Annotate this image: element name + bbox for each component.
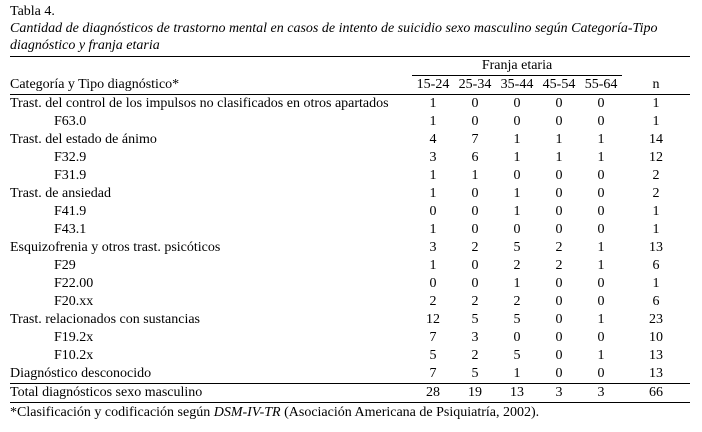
diagnosis-code: F32.9 <box>54 150 87 165</box>
count-cell: 0 <box>555 114 563 129</box>
total-cell: 3 <box>580 384 622 403</box>
count-cell: 0 <box>471 96 479 111</box>
age-group-header: Franja etaria <box>412 57 622 76</box>
age-header: 55-64 <box>580 76 622 95</box>
table-row-subcode <box>10 293 690 311</box>
count-cell: 2 <box>513 258 521 273</box>
table-row-subcode <box>10 203 690 221</box>
table-row-category <box>10 131 690 149</box>
n-cell: 2 <box>652 186 660 201</box>
total-row <box>10 384 690 403</box>
count-cell: 1 <box>597 312 605 327</box>
count-cell: 3 <box>429 240 437 255</box>
count-cell: 0 <box>555 222 563 237</box>
count-cell: 1 <box>597 258 605 273</box>
n-cell: 6 <box>652 258 660 273</box>
count-cell: 0 <box>555 330 563 345</box>
table-row-subcode <box>10 275 690 293</box>
count-cell: 0 <box>597 204 605 219</box>
count-cell: 7 <box>429 330 437 345</box>
category-label: Esquizofrenia y otros trast. psicóticos <box>10 240 221 255</box>
count-cell: 3 <box>471 330 479 345</box>
count-cell: 1 <box>513 204 521 219</box>
diagnosis-code: F29 <box>54 258 76 273</box>
table-row-subcode <box>10 329 690 347</box>
count-cell: 0 <box>429 276 437 291</box>
count-cell: 2 <box>555 240 563 255</box>
n-cell: 2 <box>652 168 660 183</box>
count-cell: 0 <box>555 366 563 381</box>
age-header: 25-34 <box>454 76 496 95</box>
count-cell: 1 <box>513 276 521 291</box>
total-cell: 3 <box>538 384 580 403</box>
diagnosis-code: F19.2x <box>54 330 94 345</box>
header-group-row <box>10 57 690 76</box>
count-cell: 1 <box>429 114 437 129</box>
count-cell: 5 <box>429 348 437 363</box>
count-cell: 5 <box>513 312 521 327</box>
diagnosis-code: F43.1 <box>54 222 87 237</box>
count-cell: 0 <box>597 186 605 201</box>
table-row-category <box>10 239 690 257</box>
count-cell: 5 <box>471 366 479 381</box>
count-cell: 0 <box>597 168 605 183</box>
diagnosis-code: F63.0 <box>54 114 87 129</box>
count-cell: 7 <box>471 132 479 147</box>
footnote-source: DSM-IV-TR <box>213 405 281 420</box>
count-cell: 1 <box>429 96 437 111</box>
count-cell: 2 <box>471 294 479 309</box>
count-cell: 2 <box>513 294 521 309</box>
count-cell: 0 <box>513 114 521 129</box>
count-cell: 0 <box>555 348 563 363</box>
footnote-prefix: *Clasificación y codificación según <box>10 405 214 420</box>
diagnosis-code: F10.2x <box>54 348 94 363</box>
count-cell: 0 <box>471 276 479 291</box>
count-cell: 0 <box>597 366 605 381</box>
n-cell: 13 <box>649 348 664 363</box>
footnote-suffix: (Asociación Americana de Psiquiatría, 2002). <box>280 405 540 420</box>
count-cell: 4 <box>429 132 437 147</box>
table-caption: Cantidad de diagnósticos de trastorno mental en casos de intento de suicidio sexo masculino según Categoría-Tipo diagnóstico y franja etaria <box>10 21 658 53</box>
category-label: Trast. relacionados con sustancias <box>10 312 200 327</box>
count-cell: 0 <box>555 168 563 183</box>
count-cell: 5 <box>513 348 521 363</box>
count-cell: 0 <box>555 96 563 111</box>
total-n: 66 <box>622 384 690 403</box>
count-cell: 0 <box>471 222 479 237</box>
n-cell: 13 <box>649 240 664 255</box>
count-cell: 1 <box>429 258 437 273</box>
n-cell: 23 <box>649 312 664 327</box>
count-cell: 1 <box>471 168 479 183</box>
count-cell: 6 <box>471 150 479 165</box>
count-cell: 0 <box>513 168 521 183</box>
diagnosis-code: F31.9 <box>54 168 87 183</box>
count-cell: 7 <box>429 366 437 381</box>
count-cell: 1 <box>597 348 605 363</box>
table-row-category <box>10 185 690 203</box>
count-cell: 0 <box>555 186 563 201</box>
table-row-subcode <box>10 167 690 185</box>
count-cell: 0 <box>597 330 605 345</box>
count-cell: 2 <box>471 348 479 363</box>
count-cell: 1 <box>429 222 437 237</box>
table-label: Tabla 4. <box>10 4 55 19</box>
n-cell: 1 <box>652 276 660 291</box>
count-cell: 2 <box>471 240 479 255</box>
count-cell: 5 <box>513 240 521 255</box>
count-cell: 1 <box>555 132 563 147</box>
count-cell: 0 <box>471 114 479 129</box>
n-cell: 10 <box>649 330 664 345</box>
count-cell: 0 <box>555 276 563 291</box>
n-cell: 12 <box>649 150 664 165</box>
count-cell: 1 <box>429 186 437 201</box>
count-cell: 1 <box>513 366 521 381</box>
count-cell: 1 <box>513 132 521 147</box>
count-cell: 0 <box>513 330 521 345</box>
n-cell: 13 <box>649 366 664 381</box>
count-cell: 0 <box>513 96 521 111</box>
table-row-subcode <box>10 347 690 365</box>
count-cell: 0 <box>555 312 563 327</box>
count-cell: 1 <box>555 150 563 165</box>
category-label: Trast. del control de los impulsos no clasificados en otros apartados <box>10 96 389 111</box>
count-cell: 1 <box>513 186 521 201</box>
count-cell: 1 <box>513 150 521 165</box>
age-header: 15-24 <box>412 76 454 95</box>
total-cell: 13 <box>496 384 538 403</box>
table-row-category <box>10 311 690 329</box>
count-cell: 3 <box>429 150 437 165</box>
count-cell: 0 <box>597 96 605 111</box>
footnote <box>10 404 539 421</box>
total-cell: 19 <box>454 384 496 403</box>
count-cell: 2 <box>429 294 437 309</box>
category-label: Trast. del estado de ánimo <box>10 132 157 147</box>
count-cell: 1 <box>597 240 605 255</box>
age-header: 35-44 <box>496 76 538 95</box>
count-cell: 1 <box>597 150 605 165</box>
n-cell: 6 <box>652 294 660 309</box>
diagnosis-code: F22.00 <box>54 276 94 291</box>
count-cell: 0 <box>471 258 479 273</box>
n-cell: 1 <box>652 204 660 219</box>
category-label: Diagnóstico desconocido <box>10 366 152 381</box>
diagnosis-code: F20.xx <box>54 294 94 309</box>
n-header: n <box>622 76 690 95</box>
count-cell: 0 <box>597 222 605 237</box>
total-label: Total diagnósticos sexo masculino <box>10 384 412 403</box>
table-row-subcode <box>10 149 690 167</box>
count-cell: 2 <box>555 258 563 273</box>
count-cell: 0 <box>513 222 521 237</box>
table-row-subcode <box>10 113 690 131</box>
table-body <box>10 95 690 384</box>
count-cell: 12 <box>426 312 440 327</box>
count-cell: 0 <box>555 204 563 219</box>
table-row-subcode <box>10 257 690 275</box>
count-cell: 1 <box>597 132 605 147</box>
table-row-category <box>10 365 690 384</box>
count-cell: 0 <box>471 204 479 219</box>
n-cell: 1 <box>652 114 660 129</box>
n-cell: 14 <box>649 132 664 147</box>
total-cell: 28 <box>412 384 454 403</box>
count-cell: 0 <box>471 186 479 201</box>
count-cell: 0 <box>597 114 605 129</box>
count-cell: 0 <box>429 204 437 219</box>
category-header: Categoría y Tipo diagnóstico* <box>10 76 412 95</box>
count-cell: 1 <box>429 168 437 183</box>
data-table <box>10 56 690 403</box>
count-cell: 5 <box>471 312 479 327</box>
count-cell: 0 <box>597 276 605 291</box>
table-row-category <box>10 95 690 114</box>
age-header: 45-54 <box>538 76 580 95</box>
count-cell: 0 <box>555 294 563 309</box>
n-cell: 1 <box>652 96 660 111</box>
header-row <box>10 76 690 95</box>
table-row-subcode <box>10 221 690 239</box>
count-cell: 0 <box>597 294 605 309</box>
diagnosis-code: F41.9 <box>54 204 87 219</box>
n-cell: 1 <box>652 222 660 237</box>
category-label: Trast. de ansiedad <box>10 186 111 201</box>
